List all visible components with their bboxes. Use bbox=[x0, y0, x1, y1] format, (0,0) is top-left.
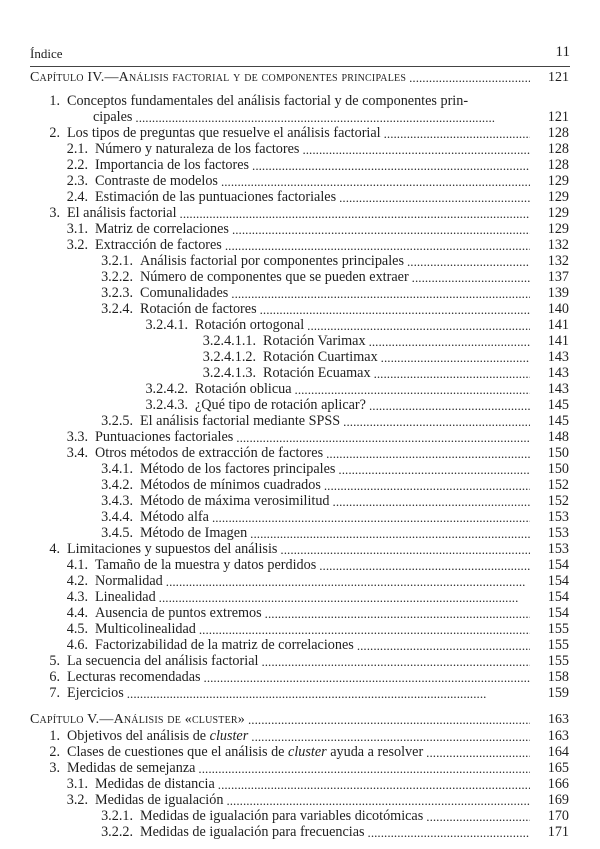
entry-title bbox=[67, 685, 124, 701]
dot-leader bbox=[251, 729, 530, 745]
entry-title bbox=[95, 792, 223, 808]
dot-leader bbox=[407, 254, 530, 270]
entry-page-number: 143 bbox=[547, 365, 569, 381]
dot-leader bbox=[231, 286, 530, 302]
entry-page-number: 159 bbox=[547, 685, 569, 701]
entry-page-number: 170 bbox=[547, 808, 569, 824]
toc-entry bbox=[27, 760, 569, 776]
entry-page-number: 153 bbox=[547, 525, 569, 541]
toc-entry bbox=[27, 669, 569, 685]
dot-leader bbox=[198, 761, 530, 777]
entry-title bbox=[95, 637, 354, 653]
entry-page-number: 171 bbox=[547, 824, 569, 840]
dot-leader bbox=[250, 526, 530, 542]
dot-leader bbox=[166, 574, 530, 590]
entry-page-number: 129 bbox=[547, 173, 569, 189]
dot-leader bbox=[339, 190, 530, 206]
entry-title bbox=[140, 477, 321, 493]
entry-title-text: Comunalidades bbox=[140, 285, 229, 301]
dot-leader bbox=[127, 686, 530, 702]
entry-title-text: Factorizabilidad de la matriz de correlaciones bbox=[95, 637, 354, 653]
toc-entry bbox=[27, 541, 569, 557]
entry-title-text: Rotación de factores bbox=[140, 301, 257, 317]
entry-title-text: Puntuaciones factoriales bbox=[95, 429, 234, 445]
entry-title-text: Número de componentes que se pueden extraer bbox=[140, 269, 409, 285]
entry-title-italic: cluster bbox=[288, 744, 327, 760]
entry-title-text: Rotación oblicua bbox=[195, 381, 292, 397]
toc-entry bbox=[43, 792, 569, 808]
entry-title bbox=[95, 189, 336, 205]
entry-page-number: 164 bbox=[547, 744, 569, 760]
dot-leader bbox=[324, 478, 530, 494]
running-header-section: Índice bbox=[30, 46, 63, 61]
entry-title bbox=[140, 253, 404, 269]
entry-title-text: Rotación Ecuamax bbox=[263, 365, 371, 381]
header-rule bbox=[30, 66, 570, 67]
entry-page-number: 128 bbox=[547, 125, 569, 141]
entry-page-number: 129 bbox=[547, 205, 569, 221]
dot-leader bbox=[368, 825, 530, 841]
entry-title-text: Ausencia de puntos extremos bbox=[95, 605, 262, 621]
entry-number: 6. bbox=[49, 669, 60, 685]
entry-title bbox=[67, 205, 177, 221]
entry-page-number: 153 bbox=[547, 509, 569, 525]
entry-title-text: Los tipos de preguntas que resuelve el análisis factorial bbox=[67, 125, 381, 141]
entry-title-text: Limitaciones y supuestos del análisis bbox=[67, 541, 278, 557]
entry-title bbox=[140, 509, 209, 525]
dot-leader bbox=[226, 793, 530, 809]
toc-entry bbox=[120, 317, 569, 333]
toc-entry bbox=[78, 824, 569, 840]
dot-leader bbox=[199, 622, 530, 638]
entry-page-number: 154 bbox=[547, 605, 569, 621]
entry-title bbox=[95, 589, 156, 605]
dot-leader bbox=[260, 302, 530, 318]
entry-number: 3.4. bbox=[66, 445, 88, 461]
entry-title-text: Matriz de correlaciones bbox=[95, 221, 229, 237]
toc-entry bbox=[27, 744, 569, 760]
dot-leader bbox=[135, 110, 530, 126]
entry-page-number: 154 bbox=[547, 557, 569, 573]
toc-entry bbox=[120, 381, 569, 397]
dot-leader bbox=[369, 334, 530, 350]
toc-entry bbox=[43, 429, 569, 445]
toc-entry bbox=[78, 413, 569, 429]
entry-page-number: 128 bbox=[547, 141, 569, 157]
entry-number: 4.5. bbox=[66, 621, 88, 637]
entry-page-number: 121 bbox=[547, 109, 569, 125]
toc-entry bbox=[78, 808, 569, 824]
dot-leader bbox=[232, 222, 530, 238]
entry-number: 3.2.1. bbox=[101, 253, 133, 269]
dot-leader bbox=[338, 462, 530, 478]
dot-leader bbox=[426, 809, 530, 825]
toc-entry bbox=[43, 589, 569, 605]
toc-entry bbox=[78, 525, 569, 541]
entry-title-text: Ejercicios bbox=[67, 685, 124, 701]
entry-title-text: Tamaño de la muestra y datos perdidos bbox=[95, 557, 317, 573]
entry-title bbox=[263, 365, 371, 381]
entry-page-number: 137 bbox=[547, 269, 569, 285]
entry-title bbox=[195, 381, 292, 397]
entry-page-number: 155 bbox=[547, 653, 569, 669]
dot-leader bbox=[159, 590, 530, 606]
dot-leader bbox=[295, 382, 530, 398]
dot-leader bbox=[384, 126, 530, 142]
entry-title bbox=[67, 125, 381, 141]
toc-entry bbox=[27, 653, 569, 669]
entry-title-text: Rotación Cuartimax bbox=[263, 349, 378, 365]
entry-title bbox=[140, 808, 423, 824]
toc-entry bbox=[27, 125, 569, 141]
entry-title-text: Medidas de igualación bbox=[95, 792, 224, 808]
entry-title-text: Método de los factores principales bbox=[140, 461, 336, 477]
toc-entry bbox=[93, 109, 569, 125]
entry-title bbox=[140, 269, 409, 285]
entry-title-text: Extracción de factores bbox=[95, 237, 222, 253]
entry-title bbox=[263, 333, 366, 349]
toc-entry bbox=[78, 509, 569, 525]
entry-title-text: Medidas de semejanza bbox=[67, 760, 196, 776]
toc-entry bbox=[43, 445, 569, 461]
entry-number: 3.2. bbox=[66, 237, 88, 253]
entry-title-text: Normalidad bbox=[95, 573, 163, 589]
entry-number: 4.6. bbox=[66, 637, 88, 653]
entry-title bbox=[140, 493, 330, 509]
entry-title-text: El análisis factorial mediante SPSS bbox=[140, 413, 341, 429]
entry-number: 3.2.5. bbox=[101, 413, 133, 429]
entry-title bbox=[67, 93, 468, 109]
entry-page-number: 121 bbox=[548, 70, 569, 85]
entry-number: 3.1. bbox=[66, 221, 88, 237]
entry-title-text: Conceptos fundamentales del análisis factorial y de componentes prin- bbox=[67, 93, 469, 109]
entry-title-text: Medidas de distancia bbox=[95, 776, 215, 792]
dot-leader bbox=[381, 350, 530, 366]
entry-number: 3. bbox=[49, 205, 60, 221]
toc-entry bbox=[177, 365, 569, 381]
entry-page-number: 152 bbox=[547, 477, 569, 493]
entry-title bbox=[67, 653, 258, 669]
entry-title bbox=[95, 157, 249, 173]
entry-title bbox=[67, 728, 248, 744]
entry-title-italic: cluster bbox=[209, 728, 249, 744]
entry-number: 3.4.2. bbox=[101, 477, 133, 493]
dot-leader bbox=[412, 270, 530, 286]
entry-title-text: Método de Imagen bbox=[140, 525, 248, 541]
entry-number: 4.1. bbox=[66, 557, 88, 573]
dot-leader bbox=[426, 745, 530, 761]
toc-entry bbox=[27, 93, 468, 109]
dot-leader bbox=[252, 158, 530, 174]
entry-page-number: 129 bbox=[547, 221, 569, 237]
entry-page-number: 132 bbox=[547, 253, 569, 269]
toc-entry bbox=[43, 237, 569, 253]
dot-leader bbox=[265, 606, 530, 622]
dot-leader bbox=[326, 446, 530, 462]
toc-entry bbox=[78, 301, 569, 317]
entry-page-number: 128 bbox=[547, 157, 569, 173]
toc-entry bbox=[43, 573, 569, 589]
entry-number: 3.2.4.1.2. bbox=[202, 349, 256, 365]
entry-title bbox=[95, 776, 215, 792]
entry-page-number: 141 bbox=[547, 317, 569, 333]
entry-title-text: Número y naturaleza de los factores bbox=[95, 141, 300, 157]
entry-title-text: Otros métodos de extracción de factores bbox=[95, 445, 324, 461]
dot-leader bbox=[374, 366, 530, 382]
entry-title bbox=[95, 237, 222, 253]
entry-number: 4.2. bbox=[66, 573, 88, 589]
entry-number: 3.2.2. bbox=[101, 824, 133, 840]
entry-number: 2. bbox=[49, 744, 60, 760]
entry-page-number: 145 bbox=[547, 413, 569, 429]
entry-number: 4.4. bbox=[66, 605, 88, 621]
dot-leader bbox=[225, 238, 530, 254]
toc-chapter-entry bbox=[30, 711, 569, 727]
toc-entry bbox=[177, 349, 569, 365]
entry-number: 3.2.4.1.1. bbox=[202, 333, 256, 349]
entry-page-number: 143 bbox=[547, 381, 569, 397]
toc-entry bbox=[27, 728, 569, 744]
running-header-page-number: 11 bbox=[555, 44, 570, 60]
entry-title-text: Análisis factorial por componentes principales bbox=[140, 253, 404, 269]
entry-number: 1. bbox=[49, 728, 60, 744]
entry-title-text: Métodos de mínimos cuadrados bbox=[140, 477, 321, 493]
entry-number: 3.4.4. bbox=[101, 509, 133, 525]
dot-leader bbox=[343, 414, 530, 430]
entry-title bbox=[140, 301, 257, 317]
entry-page-number: 169 bbox=[547, 792, 569, 808]
toc-entry bbox=[177, 333, 569, 349]
entry-number: 2.2. bbox=[66, 157, 88, 173]
entry-title bbox=[95, 429, 233, 445]
entry-number: 3. bbox=[49, 760, 60, 776]
entry-number: 5. bbox=[49, 653, 60, 669]
toc-entry bbox=[78, 477, 569, 493]
toc-chapter-entry bbox=[30, 69, 569, 85]
entry-title bbox=[67, 760, 195, 776]
entry-number: 4.3. bbox=[66, 589, 88, 605]
entry-number: 3.2.4.2. bbox=[145, 381, 188, 397]
dot-leader bbox=[369, 398, 530, 414]
entry-number: 1. bbox=[49, 93, 60, 109]
entry-title-text: Lecturas recomendadas bbox=[67, 669, 201, 685]
entry-title-text: Rotación Varimax bbox=[263, 333, 366, 349]
entry-title-text: cipales bbox=[93, 109, 133, 125]
entry-number: 3.4.1. bbox=[101, 461, 133, 477]
entry-title-text: ¿Qué tipo de rotación aplicar? bbox=[195, 397, 366, 413]
entry-title bbox=[95, 621, 196, 637]
entry-page-number: 141 bbox=[547, 333, 569, 349]
entry-title bbox=[95, 445, 323, 461]
entry-title-text: Linealidad bbox=[95, 589, 156, 605]
entry-number: 3.2.4.1. bbox=[145, 317, 188, 333]
entry-number: 3.2.1. bbox=[101, 808, 133, 824]
dot-leader bbox=[204, 670, 530, 686]
toc-entry bbox=[78, 461, 569, 477]
dot-leader bbox=[357, 638, 530, 654]
dot-leader bbox=[319, 558, 530, 574]
entry-title-text: Medidas de igualación para variables dicotómicas bbox=[140, 808, 424, 824]
dot-leader bbox=[302, 142, 530, 158]
dot-leader bbox=[261, 654, 530, 670]
chapter-title: Capítulo V.—Análisis de «cluster» bbox=[30, 712, 245, 727]
entry-title bbox=[95, 605, 262, 621]
entry-title bbox=[67, 669, 201, 685]
toc-entry bbox=[78, 253, 569, 269]
entry-page-number: 163 bbox=[548, 712, 569, 727]
dot-leader bbox=[221, 174, 530, 190]
entry-title bbox=[95, 573, 163, 589]
entry-title bbox=[30, 712, 245, 728]
entry-number: 3.2.2. bbox=[101, 269, 133, 285]
entry-title-text: Multicolinealidad bbox=[95, 621, 196, 637]
entry-title bbox=[95, 173, 218, 189]
entry-title bbox=[195, 317, 304, 333]
entry-number: 3.2.4.1.3. bbox=[202, 365, 256, 381]
toc-entry bbox=[78, 493, 569, 509]
entry-title bbox=[140, 285, 228, 301]
entry-title-text: El análisis factorial bbox=[67, 205, 177, 221]
chapter-title: Capítulo IV.—Análisis factorial y de componentes principales bbox=[30, 70, 407, 85]
entry-title bbox=[93, 109, 132, 125]
dot-leader bbox=[307, 318, 530, 334]
toc-entry bbox=[78, 269, 569, 285]
entry-title-text: Clases de cuestiones que el análisis de bbox=[67, 744, 289, 760]
entry-title-text: La secuencia del análisis factorial bbox=[67, 653, 259, 669]
entry-page-number: 163 bbox=[547, 728, 569, 744]
entry-page-number: 129 bbox=[547, 189, 569, 205]
toc-entry bbox=[43, 221, 569, 237]
entry-page-number: 145 bbox=[547, 397, 569, 413]
dot-leader bbox=[236, 430, 530, 446]
entry-title bbox=[30, 70, 406, 86]
toc-entry bbox=[43, 621, 569, 637]
entry-title-text: Importancia de los factores bbox=[95, 157, 250, 173]
entry-number: 7. bbox=[49, 685, 60, 701]
entry-page-number: 158 bbox=[547, 669, 569, 685]
dot-leader bbox=[280, 542, 530, 558]
toc-entry bbox=[43, 637, 569, 653]
toc-entry bbox=[43, 189, 569, 205]
dot-leader bbox=[333, 494, 530, 510]
entry-title bbox=[263, 349, 378, 365]
entry-number: 3.4.5. bbox=[101, 525, 133, 541]
entry-page-number: 154 bbox=[547, 589, 569, 605]
entry-page-number: 154 bbox=[547, 573, 569, 589]
entry-number: 3.2.4.3. bbox=[145, 397, 188, 413]
entry-title bbox=[140, 461, 335, 477]
entry-number: 3.2.4. bbox=[101, 301, 133, 317]
entry-number: 3.3. bbox=[66, 429, 88, 445]
entry-title bbox=[67, 541, 277, 557]
entry-title bbox=[140, 525, 247, 541]
entry-title bbox=[95, 141, 299, 157]
entry-number: 2.4. bbox=[66, 189, 88, 205]
entry-page-number: 132 bbox=[547, 237, 569, 253]
toc-entry bbox=[43, 173, 569, 189]
entry-title bbox=[195, 397, 366, 413]
entry-number: 3.2.3. bbox=[101, 285, 133, 301]
entry-number: 2. bbox=[49, 125, 60, 141]
entry-number: 3.4.3. bbox=[101, 493, 133, 509]
dot-leader bbox=[248, 712, 530, 728]
toc-entry bbox=[27, 205, 569, 221]
entry-title-text: Objetivos del análisis de bbox=[67, 728, 210, 744]
entry-number: 3.2. bbox=[66, 792, 88, 808]
entry-title-text: Estimación de las puntuaciones factoriales bbox=[95, 189, 337, 205]
entry-number: 2.1. bbox=[66, 141, 88, 157]
entry-page-number: 152 bbox=[547, 493, 569, 509]
entry-page-number: 150 bbox=[547, 445, 569, 461]
toc-entry bbox=[43, 157, 569, 173]
entry-title-text-after: ayuda a resolver bbox=[326, 744, 424, 760]
dot-leader bbox=[180, 206, 530, 222]
entry-title-text: Contraste de modelos bbox=[95, 173, 218, 189]
entry-title-text: Medidas de igualación para frecuencias bbox=[140, 824, 365, 840]
entry-page-number: 150 bbox=[547, 461, 569, 477]
toc-entry bbox=[120, 397, 569, 413]
toc-entry bbox=[78, 285, 569, 301]
toc-entry bbox=[43, 605, 569, 621]
toc-entry bbox=[27, 685, 569, 701]
entry-number: 3.1. bbox=[66, 776, 88, 792]
entry-title bbox=[95, 557, 316, 573]
entry-title-text: Método de máxima verosimilitud bbox=[140, 493, 330, 509]
entry-number: 4. bbox=[49, 541, 60, 557]
entry-page-number: 140 bbox=[547, 301, 569, 317]
toc-entry bbox=[43, 776, 569, 792]
entry-page-number: 155 bbox=[547, 621, 569, 637]
entry-page-number: 143 bbox=[547, 349, 569, 365]
entry-number: 2.3. bbox=[66, 173, 88, 189]
entry-page-number: 155 bbox=[547, 637, 569, 653]
entry-title-text: Método alfa bbox=[140, 509, 209, 525]
entry-page-number: 139 bbox=[547, 285, 569, 301]
dot-leader bbox=[212, 510, 530, 526]
entry-page-number: 166 bbox=[547, 776, 569, 792]
entry-title bbox=[67, 744, 423, 760]
entry-title bbox=[140, 413, 340, 429]
entry-title-text: Rotación ortogonal bbox=[195, 317, 305, 333]
dot-leader bbox=[409, 70, 530, 86]
toc-entry bbox=[43, 557, 569, 573]
entry-title bbox=[140, 824, 365, 840]
dot-leader bbox=[218, 777, 530, 793]
toc-entry bbox=[43, 141, 569, 157]
entry-title bbox=[95, 221, 229, 237]
entry-page-number: 148 bbox=[547, 429, 569, 445]
entry-page-number: 153 bbox=[547, 541, 569, 557]
entry-page-number: 165 bbox=[547, 760, 569, 776]
